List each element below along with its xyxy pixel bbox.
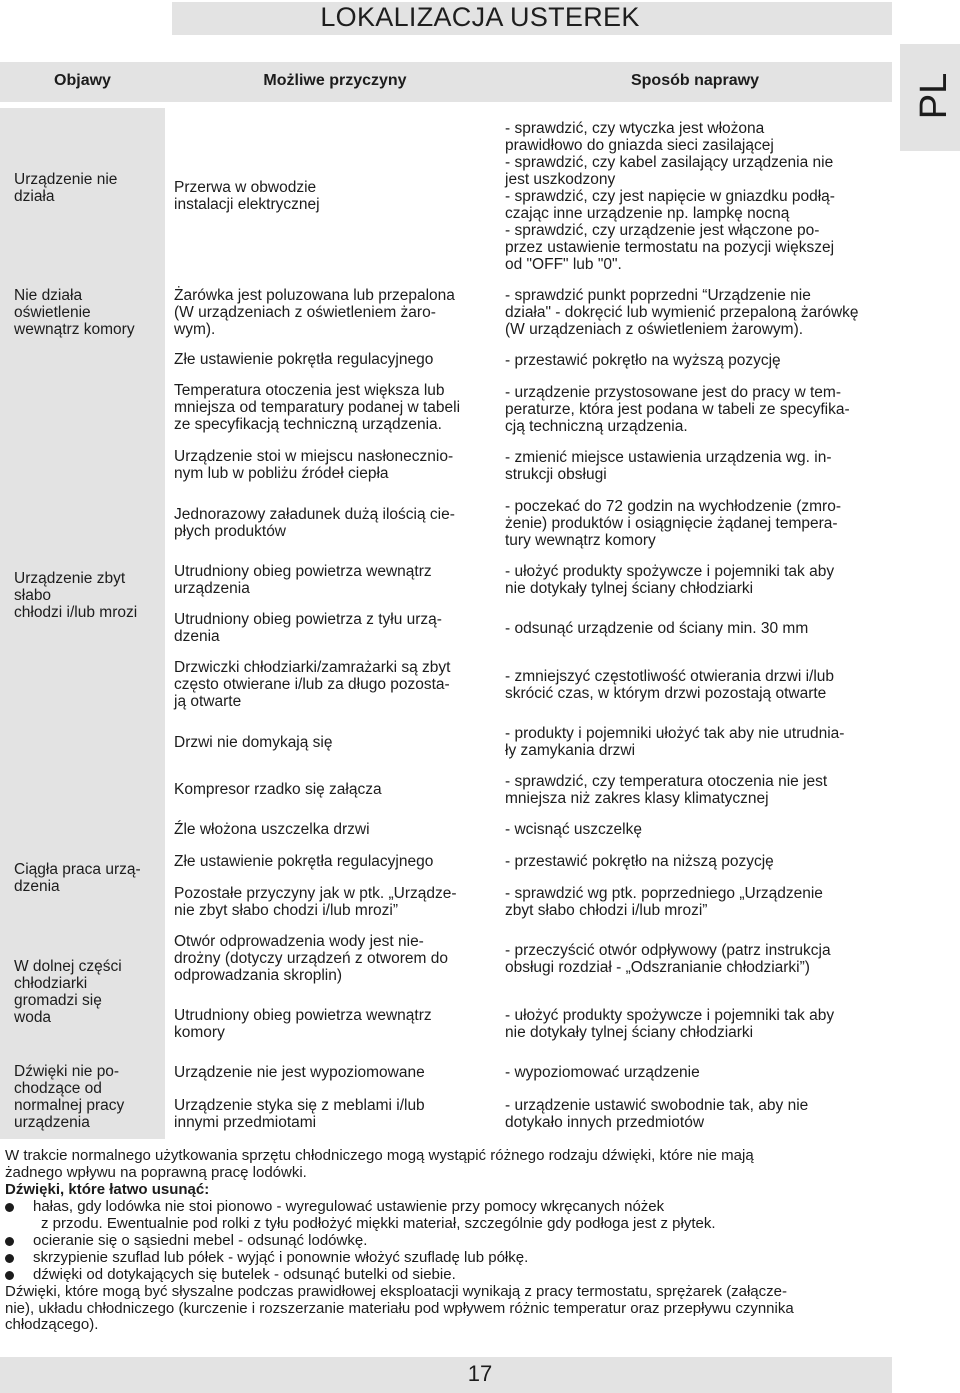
- cause-cell: Temperatura otoczenia jest większa lub mniejsza od temparatury podanej w tabeli ze specyfikacją techniczną urządzenia.: [174, 382, 461, 433]
- cause-cell: Złe ustawienie pokrętła regulacyjnego: [174, 853, 434, 870]
- table-header: [0, 62, 892, 102]
- cause-cell: Urządzenie nie jest wypoziomowane: [174, 1064, 425, 1081]
- symptom-cell: W dolnej części chłodziarki gromadzi się woda: [14, 958, 122, 1026]
- language-tab-label: PL: [913, 72, 955, 120]
- cause-cell: Utrudniony obieg powietrza wewnątrz urządzenia: [174, 563, 432, 597]
- fix-cell: - produkty i pojemniki ułożyć tak aby nie utrudnia- ły zamykania drzwi: [505, 725, 845, 759]
- fix-cell: - urządzenie ustawić swobodnie tak, aby nie dotykało innych przedmiotów: [505, 1097, 809, 1131]
- bullet-text: ocieranie się o sąsiedni mebel - odsunąć lodówkę.: [33, 1232, 368, 1249]
- fix-cell: - sprawdzić, czy wtyczka jest włożona prawidłowo do gniazda sieci zasilającej - sprawdzić, czy kabel zasilający urządzenia nie jest uszkodzony - sprawdzić, czy jest napięcie w gniazdku podłą- czając inne urządzenie np. lampkę nocną - sprawdzić, czy urządzenie jest włączone po- przez ustawienie termostatu na pozycji większej od "OFF" lub "0".: [505, 120, 835, 273]
- cause-cell: Przerwa w obwodzie instalacji elektrycznej: [174, 179, 320, 213]
- cause-cell: Źle włożona uszczelka drzwi: [174, 821, 370, 838]
- header-symptoms: Objawy: [54, 72, 111, 89]
- fix-cell: - sprawdzić punkt poprzedni “Urządzenie nie działa" - dokręcić lub wymienić przepaloną żarówkę (W urządzeniach z oświetleniem żarowym).: [505, 287, 859, 338]
- bullet-text: skrzypienie szuflad lub półek - wyjąć i ponownie włożyć szufladę lub półkę.: [33, 1249, 529, 1266]
- symptom-cell: Urządzenie nie działa: [14, 171, 118, 205]
- cause-cell: Pozostałe przyczyny jak w ptk. „Urządze- nie zbyt słabo chodzi i/lub mrozi”: [174, 885, 457, 919]
- cause-cell: Złe ustawienie pokrętła regulacyjnego: [174, 351, 434, 368]
- cause-cell: Jednorazowy załadunek dużą ilością cie- płych produktów: [174, 506, 455, 540]
- bullet-text: hałas, gdy lodówka nie stoi pionowo - wyregulować ustawienie przy pomocy wkręcanych nóżek: [33, 1198, 665, 1215]
- symptom-cell: Nie działa oświetlenie wewnątrz komory: [14, 287, 135, 338]
- bullet-dot: [5, 1203, 14, 1212]
- fix-cell: - ułożyć produkty spożywcze i pojemniki tak aby nie dotykały tylnej ściany chłodziarki: [505, 563, 835, 597]
- fix-cell: - przestawić pokrętło na niższą pozycję: [505, 853, 774, 870]
- cause-cell: Drzwiczki chłodziarki/zamrażarki są zbyt często otwierane i/lub za długo pozosta- ją otwarte: [174, 659, 451, 710]
- fix-cell: - wypoziomować urządzenie: [505, 1064, 700, 1081]
- page-title: LOKALIZACJA USTEREK: [320, 2, 640, 32]
- fix-cell: - przestawić pokrętło na wyższą pozycję: [505, 352, 781, 369]
- fix-cell: - zmienić miejsce ustawienia urządzenia wg. in- strukcji obsługi: [505, 449, 832, 483]
- noise-intro: W trakcie normalnego użytkowania sprzętu chłodniczego mogą wystąpić różnego rodzaju dźwięki, które nie mają żadnego wpływu na poprawną pracę lodówki.: [5, 1147, 754, 1181]
- fix-cell: - przeczyścić otwór odpływowy (patrz instrukcja obsługi rozdział - „Odszranianie chłodziarki”): [505, 942, 831, 976]
- bullet-text: dźwięki od dotykających się butelek - odsunąć butelki od siebie.: [33, 1266, 456, 1283]
- symptom-cell: Urządzenie zbyt słabo chłodzi i/lub mrozi: [14, 570, 138, 621]
- fix-cell: - ułożyć produkty spożywcze i pojemniki tak aby nie dotykały tylnej ściany chłodziarki: [505, 1007, 835, 1041]
- symptom-cell: Dźwięki nie po- chodzące od normalnej pracy urządzenia: [14, 1063, 125, 1131]
- cause-cell: Żarówka jest poluzowana lub przepalona (W urządzeniach z oświetleniem żaro- wym).: [174, 287, 455, 338]
- cause-cell: Otwór odprowadzenia wody jest nie- drożny (dotyczy urządzeń z otworem do odprowadzania skroplin): [174, 933, 448, 984]
- easy-noises-heading: Dźwięki, które łatwo usunąć:: [5, 1181, 210, 1198]
- fix-cell: - poczekać do 72 godzin na wychłodzenie (zmro- żenie) produktów i osiągnięcie żądanej tempera- tury wewnątrz komory: [505, 498, 842, 549]
- fix-cell: - urządzenie przystosowane jest do pracy w tem- peraturze, która jest podana w tabeli ze specyfika- cją techniczną urządzenia.: [505, 384, 850, 435]
- cause-cell: Urządzenie styka się z meblami i/lub innymi przedmiotami: [174, 1097, 425, 1131]
- cause-cell: Utrudniony obieg powietrza wewnątrz komory: [174, 1007, 432, 1041]
- cause-cell: Urządzenie stoi w miejscu nasłonecznio- nym lub w pobliżu źródeł ciepła: [174, 448, 454, 482]
- cause-cell: Kompresor rzadko się załącza: [174, 781, 382, 798]
- bullet-dot: [5, 1237, 14, 1246]
- cause-cell: Drzwi nie domykają się: [174, 734, 333, 751]
- cause-cell: Utrudniony obieg powietrza z tyłu urzą- dzenia: [174, 611, 442, 645]
- fix-cell: - odsunąć urządzenie od ściany min. 30 mm: [505, 620, 809, 637]
- page-number: 17: [467, 1361, 493, 1386]
- language-tab: [900, 44, 960, 151]
- bullet-dot: [5, 1271, 14, 1280]
- fix-cell: - sprawdzić wg ptk. poprzedniego „Urządzenie zbyt słabo chłodzi i/lub mrozi”: [505, 885, 823, 919]
- symptom-cell: Ciągła praca urzą- dzenia: [14, 861, 141, 895]
- normal-noises-text: Dźwięki, które mogą być słyszalne podczas prawidłowej eksploatacji wynikają z pracy termostatu, sprężarek (załącze- nie), układu chłodniczego (kurczenie i rozszerzanie materiału pod wpływem różnic temperatur oraz przepływu czynnika chłodzącego).: [5, 1283, 794, 1333]
- fix-cell: - zmniejszyć częstotliwość otwierania drzwi i/lub skrócić czas, w którym drzwi pozostają otwarte: [505, 668, 835, 702]
- fix-cell: - wcisnąć uszczelkę: [505, 821, 642, 838]
- bullet-text: z przodu. Ewentualnie pod rolki z tyłu podłożyć miękki materiał, szczególnie gdy podłoga jest z płytek.: [41, 1215, 716, 1232]
- fix-cell: - sprawdzić, czy temperatura otoczenia nie jest mniejsza niż zakres klasy klimatycznej: [505, 773, 828, 807]
- header-fixes: Sposób naprawy: [630, 72, 760, 89]
- header-causes: Możliwe przyczyny: [263, 72, 407, 89]
- bullet-dot: [5, 1254, 14, 1263]
